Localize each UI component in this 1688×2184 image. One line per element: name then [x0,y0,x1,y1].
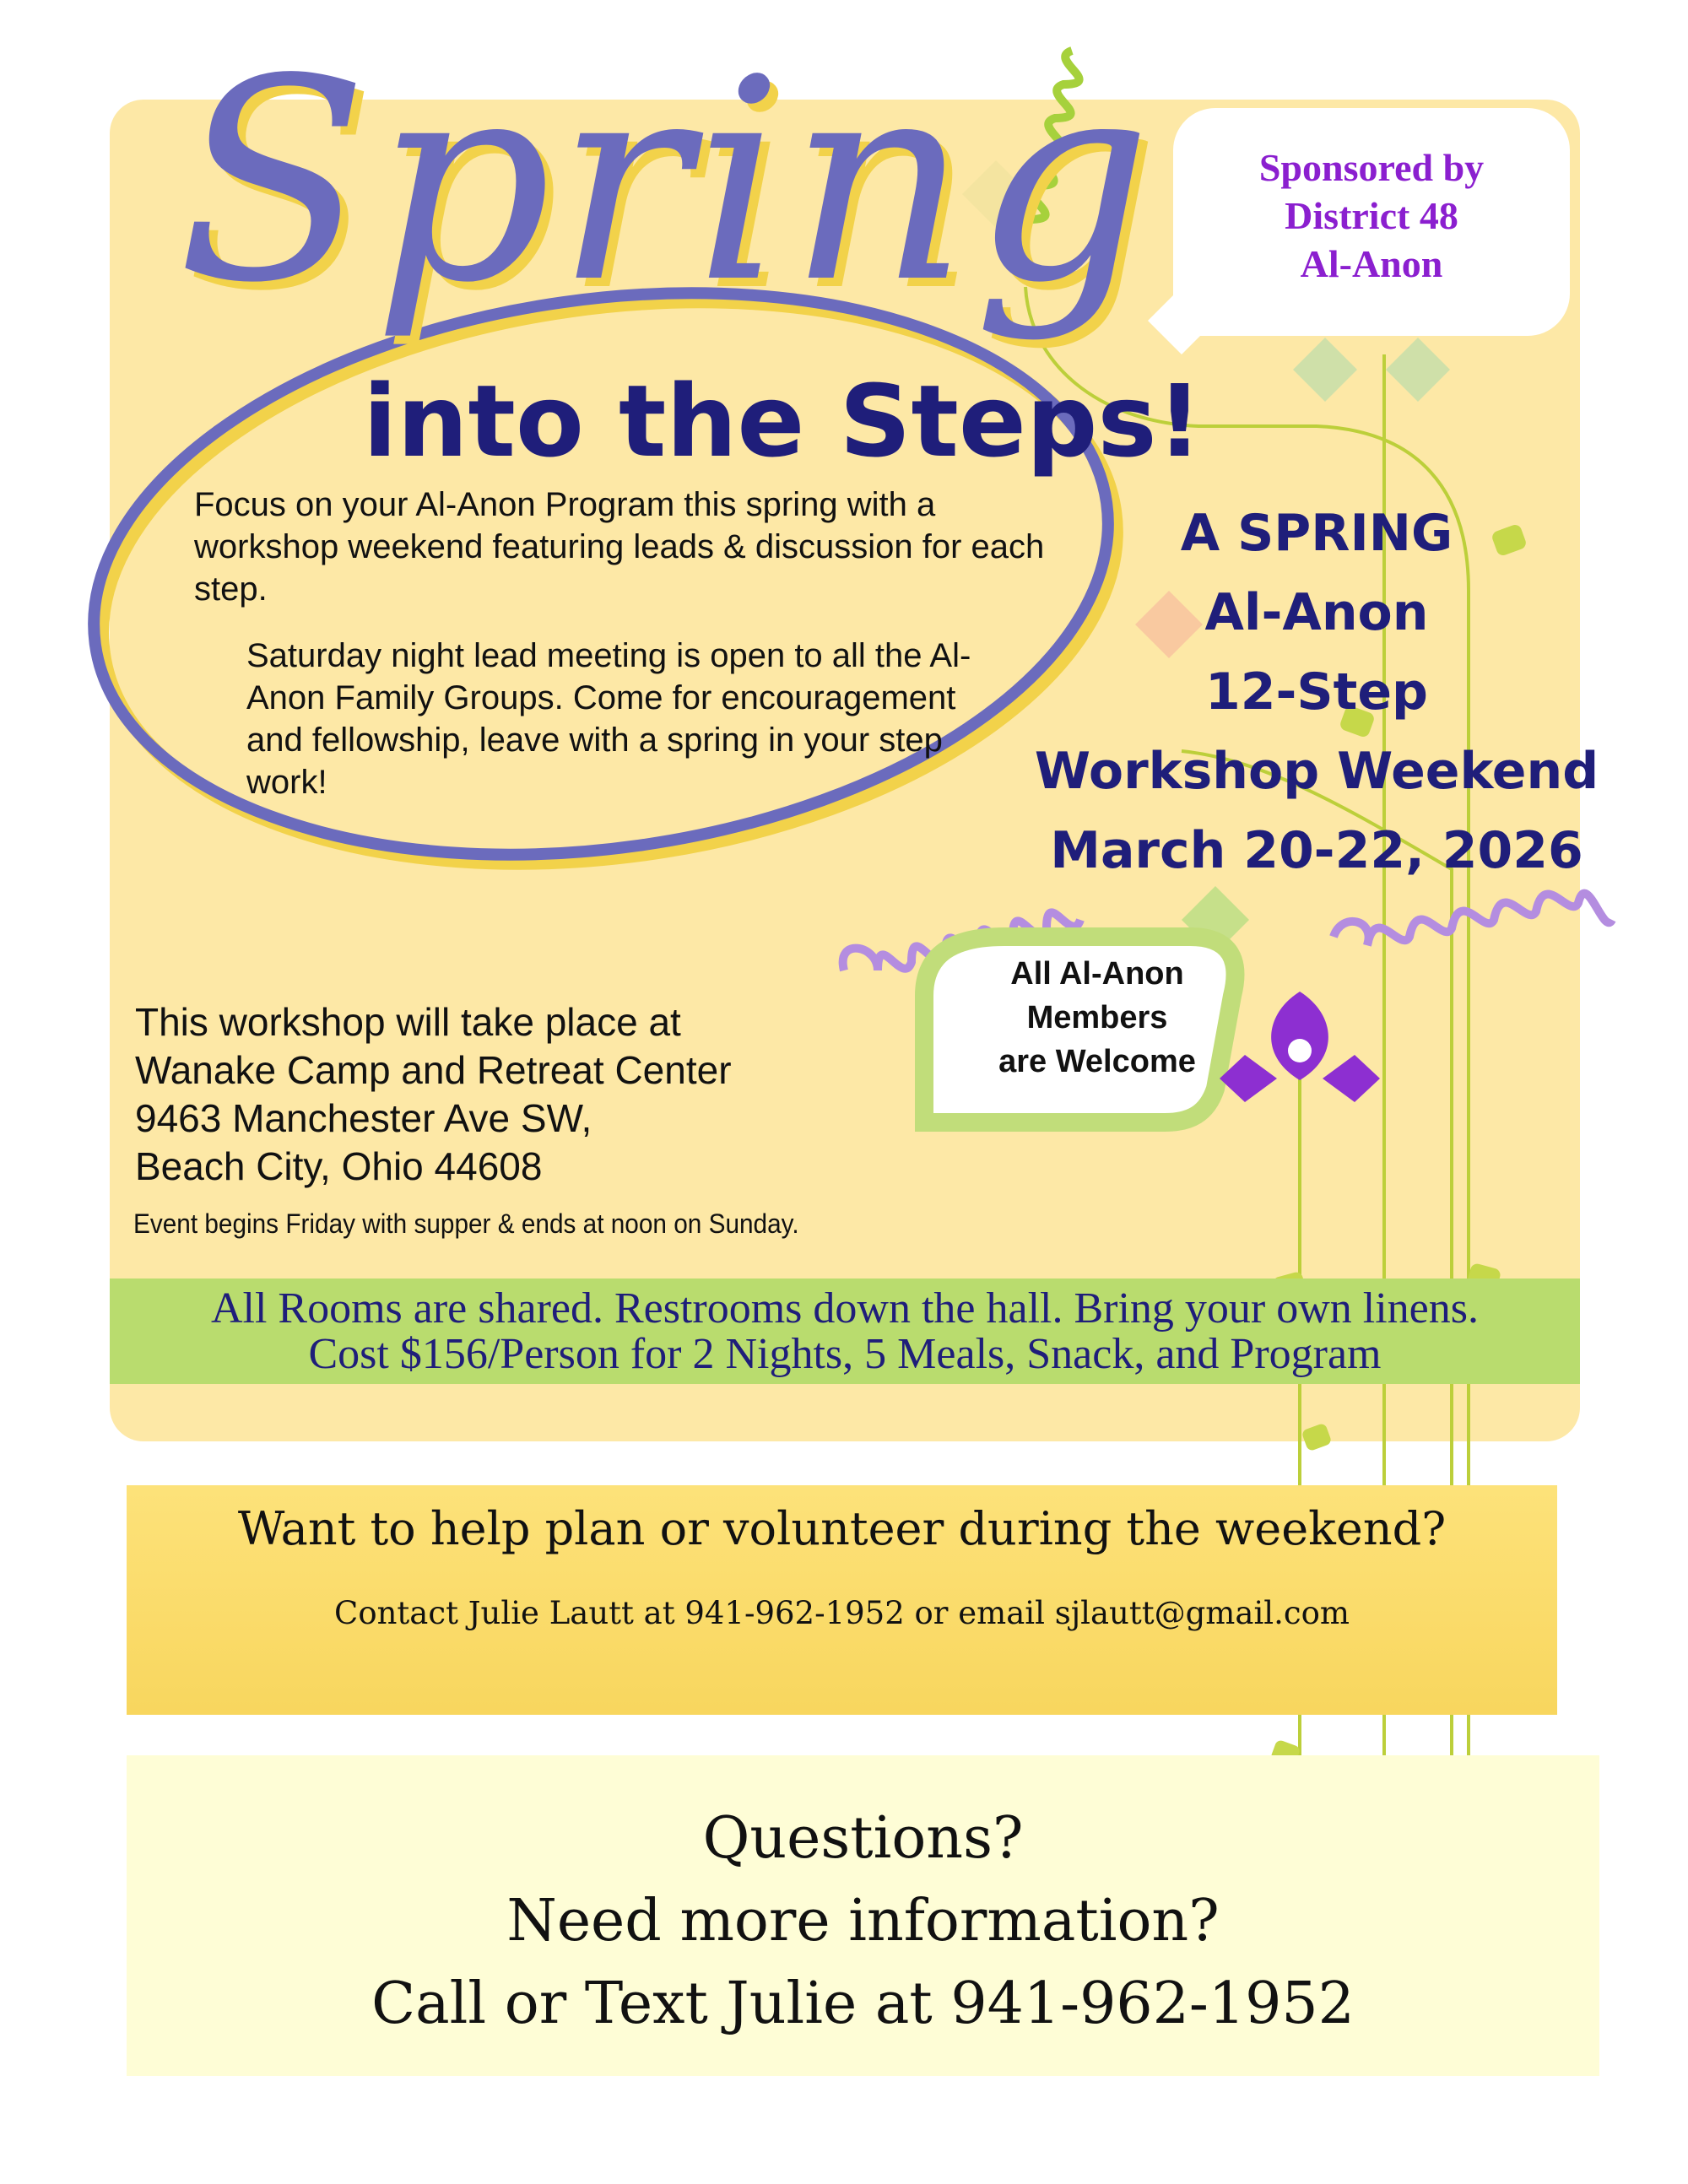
rooms-text [110,1286,1580,1377]
saturday-paragraph: Saturday night lead meeting is open to all the Al-Anon Family Groups. Come for encouragement and fellowship, leave with a spring in your step work! [246,637,971,801]
event-line-4: Workshop Weekend [1034,742,1599,801]
location-block [135,998,732,1191]
sponsor-line-3: Al-Anon [1300,242,1443,285]
welcome-line-2: Members [1026,1000,1168,1035]
welcome-text [971,952,1224,1084]
sponsor-line-2: District 48 [1285,194,1458,237]
welcome-line-1: All Al-Anon [1010,956,1184,992]
sponsor-text [1177,143,1566,288]
questions-line-1: Questions? [702,1805,1024,1872]
location-line-1: This workshop will take place at [135,1000,681,1044]
intro-paragraph: Focus on your Al-Anon Program this spring with a workshop weekend featuring leads & discussion for each step. [194,486,1045,608]
schedule-note: Event begins Friday with supper & ends at noon on Sunday. [133,1208,799,1239]
questions-line-2: Need more information? [506,1888,1220,1954]
welcome-line-3: are Welcome [998,1044,1196,1079]
volunteer-contact[interactable]: Contact Julie Lautt at 941-962-1952 or email sjlautt@gmail.com [334,1595,1350,1631]
location-line-3: 9463 Manchester Ave SW, [135,1096,592,1140]
title-into-the-steps: into the Steps! [363,363,1203,479]
event-line-3: 12-Step [1205,662,1428,722]
questions-line-3[interactable]: Call or Text Julie at 941-962-1952 [371,1970,1355,2037]
event-dates: March 20-22, 2026 [1050,821,1583,880]
volunteer-question: Want to help plan or volunteer during the weekend? [237,1502,1447,1555]
location-line-4: Beach City, Ohio 44608 [135,1144,543,1188]
event-line-2: Al-Anon [1204,583,1429,642]
event-heading [1013,494,1620,890]
location-line-2: Wanake Camp and Retreat Center [135,1048,732,1092]
event-line-1: A SPRING [1180,504,1453,563]
questions-text [127,1797,1599,2046]
sponsor-line-1: Sponsored by [1258,146,1485,189]
rooms-line-1: All Rooms are shared. Restrooms down the hall. Bring your own linens. [210,1284,1480,1333]
title-spring: Spring [177,19,1157,343]
rooms-line-2: Cost $156/Person for 2 Nights, 5 Meals, Snack, and Program [308,1330,1382,1378]
